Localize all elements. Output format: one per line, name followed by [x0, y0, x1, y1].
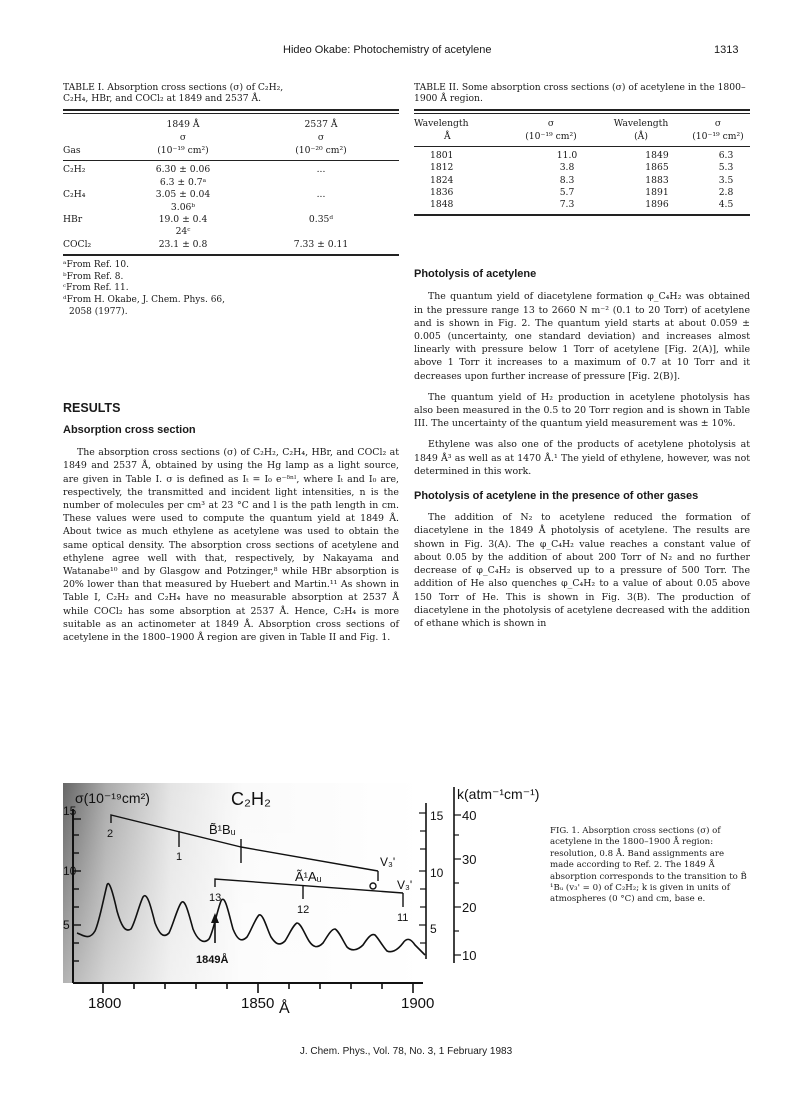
table2-cell-w2: 1891 [645, 186, 669, 198]
inner-tick-10: 10 [430, 866, 444, 880]
table1-cell-v1849: 19.0 ± 0.4 [158, 214, 208, 226]
table1-footnote: 2058 (1977). [69, 306, 128, 317]
table2-cell-s1: 11.0 [556, 150, 578, 162]
table-row [63, 239, 399, 251]
table-row [63, 214, 399, 226]
t2-h-wavelength-2: Wavelength [613, 117, 669, 129]
t2-h-unit-1: Å [444, 131, 451, 143]
table-row [63, 189, 399, 201]
table1-col-1849: 1849 Å [166, 118, 200, 130]
k-tick-10: 10 [462, 948, 477, 963]
table2-cell-w2: 1896 [645, 199, 669, 211]
table1-cell-gas [63, 202, 123, 214]
table2-cell-s1: 8.3 [559, 174, 575, 186]
table2 [414, 109, 750, 216]
table2-cell-w1: 1836 [430, 186, 454, 198]
prog2-label-13: 13 [209, 892, 222, 904]
table2-cell-s2: 6.3 [718, 150, 734, 162]
table2-cell-w1: 1824 [430, 174, 454, 186]
table2-cell-s2: 3.5 [718, 174, 734, 186]
table1-footnote: ᵈFrom H. Okabe, J. Chem. Phys. 66, [63, 295, 226, 306]
table2-cell-s2: 4.5 [718, 199, 734, 211]
table1-sigma-1849: σ [179, 132, 187, 144]
other-gases-heading: Photolysis of acetylene in the presence of other gases [414, 490, 699, 503]
table1-unit-2537: (10⁻²⁰ cm²) [295, 145, 347, 157]
table1-cell-v1849: 3.06ᵇ [170, 201, 196, 213]
table1-cell-gas [63, 226, 123, 238]
table1-cell-v2537: ... [316, 189, 326, 201]
table1-cell-v2537 [243, 202, 399, 214]
table1-cell-v1849: 23.1 ± 0.8 [158, 238, 208, 250]
k-tick-30: 30 [462, 852, 477, 867]
t2-h-unit-2: (Å) [634, 131, 648, 143]
table1-cell-gas: HBr [63, 214, 83, 226]
left-tick-15: 15 [63, 804, 77, 818]
table1-cell-gas [63, 177, 123, 189]
table2-cell-s1: 5.7 [559, 186, 575, 198]
t2-h-sigma-unit-1: (10⁻¹⁹ cm²) [525, 131, 577, 143]
table-row [414, 162, 750, 174]
figure-1 [63, 783, 540, 1018]
inner-tick-15: 15 [430, 809, 444, 823]
x-axis-label: Å [279, 1000, 290, 1017]
t2-h-sigma-2: σ [714, 117, 722, 129]
x-tick-1800: 1800 [88, 995, 122, 1012]
left-tick-10: 10 [63, 864, 77, 878]
table-row [63, 202, 399, 214]
table1-cell-v1849: 6.30 ± 0.06 [155, 164, 211, 176]
table2-cell-w1: 1812 [430, 162, 454, 174]
photolysis-paragraph-1: The quantum yield of diacetylene formation φ_C₄H₂ was obtained in the pressure range 13 to 2660 N m⁻² (0.1 to 20 Torr) of acetylene and is shown in Fig. 2. The quantum yield starts at about 0.059 ± 0.005 (uncertainty, one standard deviation) and increases almost linearly with pressure below 1 Torr of acetylene [Fig. 2(A)], while above 1 Torr it increases to a maximum of 0.7 at 10 Torr and it decreases upon further increase of pressure [Fig. 2(B)]. [414, 291, 750, 382]
table1-cell-v2537 [243, 226, 399, 238]
results-heading: RESULTS [63, 401, 121, 415]
table1-cell-v2537: 0.35ᵈ [308, 214, 334, 226]
journal-citation: J. Chem. Phys., Vol. 78, No. 3, 1 February 1983 [299, 1046, 513, 1057]
table1-unit-1849: (10⁻¹⁹ cm²) [157, 145, 209, 157]
table2-cell-s1: 7.3 [559, 199, 575, 211]
state-B-label: B̃¹Bᵤ [209, 822, 236, 837]
t2-h-sigma-unit-2: (10⁻¹⁹ cm²) [692, 131, 744, 143]
v3-label-1: V₃' [380, 855, 396, 869]
table1-cell-v2537 [243, 177, 399, 189]
table-row [414, 199, 750, 211]
table2-cell-w2: 1865 [645, 162, 669, 174]
left-axis-label: σ(10⁻¹⁹cm²) [75, 790, 150, 806]
table1-footnotes [63, 260, 399, 318]
figure-1-caption: FIG. 1. Absorption cross sections (σ) of acetylene in the 1800–1900 Å region: resolution, 0.8 Å. Band assignments are made according to Ref. 2. The 1849 Å absorption corresponds to the transition to B̃ ¹Bᵤ (v₃' = 0) of C₂H₂; k is given in units of atmospheres (0 °C) and cm, base e. [550, 826, 747, 905]
page-number: 1313 [714, 44, 739, 56]
table2-cell-s1: 3.8 [559, 162, 575, 174]
state-A-label: Ã¹Aᵤ [295, 869, 322, 884]
table1-cell-v1849: 24ᶜ [175, 226, 191, 238]
absorption-heading: Absorption cross section [63, 424, 196, 436]
table1-cell-gas: C₂H₄ [63, 189, 86, 201]
table1-caption: TABLE I. Absorption cross sections (σ) of C₂H₂, C₂H₄, HBr, and COCl₂ at 1849 and 2537 Å. [63, 82, 284, 105]
absorption-paragraph: The absorption cross sections (σ) of C₂H₂, C₂H₄, HBr, and COCl₂ at 1849 and 2537 Å, obtained by using the Hg lamp as a light source, are given in Table I. σ is defined as Iₜ = I₀ e⁻ᵟⁿˡ, where Iₜ and I₀ are, respectively, the transmitted and incident light intensities, n is the number of molecules per cm³ at 23 °C and l is the path length in cm. These values were used to compute the quantum yield at 1849 Å. About twice as much ethylene as acetylene was used to obtain the same optical density. The absorption cross sections of acetylene and ethylene agree well with that, respectively, by Nakayama and Watanabe¹⁰ and by Glasgow and Potzinger,⁸ while HBr absorption is 20% lower than that measured by Huebert and Martin.¹¹ As shown in Table I, C₂H₂ and C₂H₄ have no measurable absorption at 2537 Å while COCl₂ has some absorption at 2537 Å. Hence, C₂H₄ is more suitable as an actinometer at 1849 Å. Absorption cross sections of acetylene in the 1800–1900 Å region are given in Table II and Fig. 1. [63, 447, 399, 644]
table2-cell-s2: 2.8 [718, 186, 734, 198]
molecule-label: C₂H₂ [231, 789, 271, 809]
table-row [63, 177, 399, 189]
table1-cell-v2537: ... [316, 164, 326, 176]
table1-footnote: ᵃFrom Ref. 10. [63, 260, 129, 271]
inner-tick-5: 5 [430, 922, 437, 936]
photolysis-paragraph-2: The quantum yield of H₂ production in acetylene photolysis has also been measured in the 0.5 to 20 Torr region and is shown in Table III. The uncertainty of the quantum yield measurement was ± 10%. [414, 391, 750, 430]
table1-cell-gas: COCl₂ [63, 238, 92, 250]
absorption-section [63, 424, 399, 644]
table2-cell-w2: 1883 [645, 174, 669, 186]
table1-sigma-2537: σ [317, 132, 325, 144]
table1-cell-v1849: 6.3 ± 0.7ᵃ [159, 176, 207, 188]
other-gases-paragraph: The addition of N₂ to acetylene reduced the formation of diacetylene in the 1849 Å photolysis of acetylene. The results are shown in Fig. 3(A). The φ_C₄H₂ value reaches a constant value of about 0.05 by the addition of about 200 Torr of N₂ and no further decrease of φ_C₄H₂ is observed up to a pressure of 500 Torr. The addition of He also quenches φ_C₄H₂ to a value of about 0.05 above 150 Torr of He. This is shown in Fig. 3(B). The production of diacetylene in the photolysis of acetylene decreased with the addition of ethane which is shown in [414, 512, 750, 629]
photolysis-paragraph-3: Ethylene was also one of the products of acetylene photolysis at 1849 Å³ as well as at 1470 Å.¹ The yield of ethylene, however, was not determined in this work. [414, 439, 750, 477]
prog2-label-12: 12 [297, 904, 310, 916]
k-axis-label: k(atm⁻¹cm⁻¹) [457, 786, 540, 802]
table1-cell-v2537: 7.33 ± 0.11 [293, 238, 349, 250]
k-tick-20: 20 [462, 900, 477, 915]
table1-cell-gas: C₂H₂ [63, 164, 86, 176]
prog1-label-2: 2 [107, 828, 114, 840]
marker-1849-label: 1849Å [196, 954, 229, 966]
prog2-label-11: 11 [397, 912, 409, 924]
photolysis-heading: Photolysis of acetylene [414, 268, 537, 281]
running-title: Hideo Okabe: Photochemistry of acetylene [283, 44, 492, 56]
table2-caption: TABLE II. Some absorption cross sections (σ) of acetylene in the 1800–1900 Å region. [414, 82, 746, 105]
table-row [414, 175, 750, 187]
table2-cell-w1: 1801 [430, 150, 454, 162]
table1 [63, 109, 399, 256]
k-tick-40: 40 [462, 808, 477, 823]
table1-cell-v1849: 3.05 ± 0.04 [155, 189, 211, 201]
x-tick-1900: 1900 [401, 995, 435, 1012]
left-tick-5: 5 [63, 918, 70, 932]
table1-gas-header: Gas [63, 145, 81, 157]
prog1-label-1: 1 [176, 851, 183, 863]
right-column [414, 82, 750, 630]
table1-footnote: ᶜFrom Ref. 11. [63, 283, 129, 294]
table-row [414, 187, 750, 199]
table-row [63, 226, 399, 238]
table-row [63, 164, 399, 176]
left-column [63, 82, 399, 318]
table2-cell-w2: 1849 [645, 150, 669, 162]
t2-h-wavelength-1: Wavelength [414, 117, 469, 129]
v3-label-2: V₃' [397, 878, 413, 892]
table1-footnote: ᵇFrom Ref. 8. [63, 271, 124, 282]
table2-cell-w1: 1848 [430, 199, 454, 211]
table1-col-2537: 2537 Å [304, 118, 338, 130]
absorption-spectrum [63, 783, 540, 1018]
table-row [414, 150, 750, 162]
x-tick-1850: 1850 [241, 995, 275, 1012]
t2-h-sigma-1: σ [547, 117, 555, 129]
table2-cell-s2: 5.3 [718, 162, 734, 174]
